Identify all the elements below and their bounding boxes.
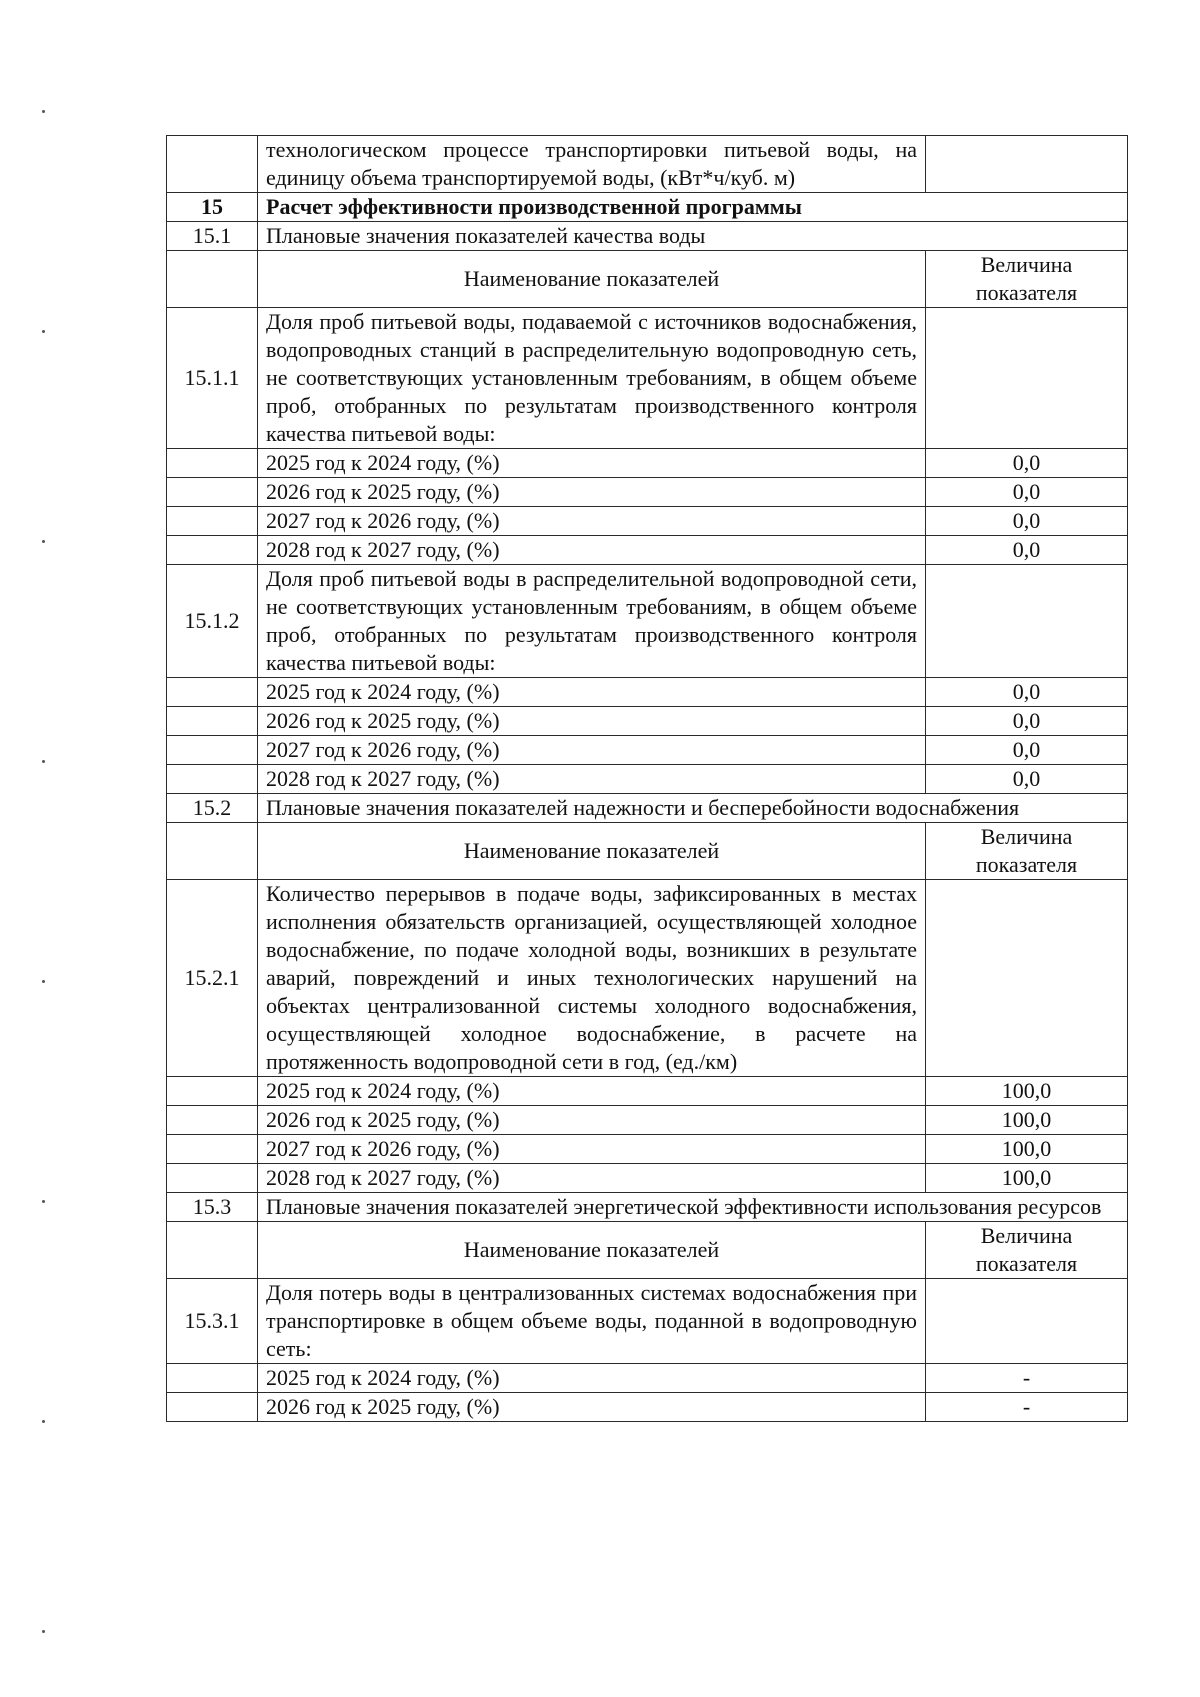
indicator-row-15-1-2 xyxy=(167,565,1128,678)
header-indicator-value: Величина показателя xyxy=(926,1222,1128,1279)
year-value: 100,0 xyxy=(926,1164,1128,1193)
indicator-description: Количество перерывов в подаче воды, зафиксированных в местах исполнения обязательств организацией, осуществляющей холодное водоснабжение, по подаче холодной воды, возникших в результате аварий, повреждений и иных технологических нарушений на объектах централизованной системы холодного водоснабжения, осуществляющей холодное водоснабжение, в расчете на протяженность водопроводной сети в год, (ед./км) xyxy=(258,880,926,1077)
row-number-cell xyxy=(167,136,258,193)
year-value: - xyxy=(926,1393,1128,1422)
indicator-number: 15.3.1 xyxy=(167,1279,258,1364)
year-value: 0,0 xyxy=(926,478,1128,507)
indicator-row-15-2-1 xyxy=(167,880,1128,1077)
year-label: 2027 год к 2026 году, (%) xyxy=(258,1135,926,1164)
year-row xyxy=(167,678,1128,707)
indicator-number: 15.1.1 xyxy=(167,308,258,449)
margin-mark xyxy=(42,1200,45,1203)
year-value: 0,0 xyxy=(926,449,1128,478)
margin-mark xyxy=(42,980,45,983)
indicator-value-cell xyxy=(926,1279,1128,1364)
year-value: 0,0 xyxy=(926,507,1128,536)
year-number-cell xyxy=(167,1135,258,1164)
year-row xyxy=(167,1135,1128,1164)
year-number-cell xyxy=(167,707,258,736)
margin-mark xyxy=(42,110,45,113)
margin-mark xyxy=(42,1420,45,1423)
year-number-cell xyxy=(167,1164,258,1193)
indicator-number: 15.1.2 xyxy=(167,565,258,678)
year-value: 0,0 xyxy=(926,765,1128,794)
year-row xyxy=(167,1106,1128,1135)
subsection-title: Плановые значения показателей энергетической эффективности использования ресурсов xyxy=(258,1193,1128,1222)
margin-mark xyxy=(42,330,45,333)
year-row xyxy=(167,449,1128,478)
year-row xyxy=(167,1364,1128,1393)
year-number-cell xyxy=(167,1393,258,1422)
year-value: 0,0 xyxy=(926,736,1128,765)
year-label: 2028 год к 2027 году, (%) xyxy=(258,765,926,794)
indicator-row-15-1-1 xyxy=(167,308,1128,449)
year-row xyxy=(167,478,1128,507)
year-value: 100,0 xyxy=(926,1106,1128,1135)
year-value: 0,0 xyxy=(926,707,1128,736)
column-header-row xyxy=(167,1222,1128,1279)
year-row xyxy=(167,1077,1128,1106)
year-number-cell xyxy=(167,449,258,478)
year-label: 2027 год к 2026 году, (%) xyxy=(258,736,926,765)
indicator-value-cell xyxy=(926,308,1128,449)
header-indicator-value: Величина показателя xyxy=(926,251,1128,308)
header-indicator-name: Наименование показателей xyxy=(258,251,926,308)
year-row xyxy=(167,707,1128,736)
year-number-cell xyxy=(167,1077,258,1106)
year-number-cell xyxy=(167,1364,258,1393)
indicator-description: Доля проб питьевой воды, подаваемой с источников водоснабжения, водопроводных станций в распределительную водопроводную сеть, не соответствующих установленным требованиям, в общем объеме проб, отобранных по результатам производственного контроля качества питьевой воды: xyxy=(258,308,926,449)
table-row xyxy=(167,136,1128,193)
section-number: 15 xyxy=(167,193,258,222)
year-row xyxy=(167,507,1128,536)
subsection-row-15-3 xyxy=(167,1193,1128,1222)
column-header-row xyxy=(167,823,1128,880)
section-title: Расчет эффективности производственной программы xyxy=(258,193,1128,222)
year-row xyxy=(167,536,1128,565)
subsection-row-15-2 xyxy=(167,794,1128,823)
indicator-description: Доля потерь воды в централизованных системах водоснабжения при транспортировке в общем объеме воды, поданной в водопроводную сеть: xyxy=(258,1279,926,1364)
subsection-row-15-1 xyxy=(167,222,1128,251)
year-label: 2028 год к 2027 году, (%) xyxy=(258,1164,926,1193)
year-row xyxy=(167,1164,1128,1193)
margin-mark xyxy=(42,540,45,543)
year-label: 2026 год к 2025 году, (%) xyxy=(258,1106,926,1135)
year-value: - xyxy=(926,1364,1128,1393)
indicators-table xyxy=(166,135,1128,1422)
year-label: 2026 год к 2025 году, (%) xyxy=(258,478,926,507)
year-number-cell xyxy=(167,536,258,565)
margin-mark xyxy=(42,760,45,763)
year-label: 2025 год к 2024 году, (%) xyxy=(258,678,926,707)
year-label: 2025 год к 2024 году, (%) xyxy=(258,449,926,478)
year-number-cell xyxy=(167,765,258,794)
subsection-number: 15.2 xyxy=(167,794,258,823)
year-row xyxy=(167,1393,1128,1422)
year-value: 0,0 xyxy=(926,678,1128,707)
subsection-number: 15.1 xyxy=(167,222,258,251)
year-label: 2027 год к 2026 году, (%) xyxy=(258,507,926,536)
year-label: 2025 год к 2024 году, (%) xyxy=(258,1364,926,1393)
year-value: 100,0 xyxy=(926,1077,1128,1106)
year-number-cell xyxy=(167,736,258,765)
year-number-cell xyxy=(167,478,258,507)
indicator-number: 15.2.1 xyxy=(167,880,258,1077)
year-value: 100,0 xyxy=(926,1135,1128,1164)
year-number-cell xyxy=(167,507,258,536)
indicator-value-cell xyxy=(926,565,1128,678)
row-value-cell xyxy=(926,136,1128,193)
year-label: 2025 год к 2024 году, (%) xyxy=(258,1077,926,1106)
margin-mark xyxy=(42,1630,45,1633)
header-blank-cell xyxy=(167,823,258,880)
subsection-title: Плановые значения показателей качества воды xyxy=(258,222,1128,251)
header-indicator-value: Величина показателя xyxy=(926,823,1128,880)
year-value: 0,0 xyxy=(926,536,1128,565)
row-text-cell: технологическом процессе транспортировки питьевой воды, на единицу объема транспортируемой воды, (кВт*ч/куб. м) xyxy=(258,136,926,193)
year-label: 2028 год к 2027 году, (%) xyxy=(258,536,926,565)
header-blank-cell xyxy=(167,1222,258,1279)
year-label: 2026 год к 2025 году, (%) xyxy=(258,1393,926,1422)
header-blank-cell xyxy=(167,251,258,308)
year-row xyxy=(167,736,1128,765)
section-row-15 xyxy=(167,193,1128,222)
column-header-row xyxy=(167,251,1128,308)
indicator-value-cell xyxy=(926,880,1128,1077)
header-indicator-name: Наименование показателей xyxy=(258,823,926,880)
year-number-cell xyxy=(167,1106,258,1135)
indicator-description: Доля проб питьевой воды в распределительной водопроводной сети, не соответствующих установленным требованиям, в общем объеме проб, отобранных по результатам производственного контроля качества питьевой воды: xyxy=(258,565,926,678)
year-label: 2026 год к 2025 году, (%) xyxy=(258,707,926,736)
subsection-title: Плановые значения показателей надежности и бесперебойности водоснабжения xyxy=(258,794,1128,823)
indicator-row-15-3-1 xyxy=(167,1279,1128,1364)
year-row xyxy=(167,765,1128,794)
year-number-cell xyxy=(167,678,258,707)
subsection-number: 15.3 xyxy=(167,1193,258,1222)
header-indicator-name: Наименование показателей xyxy=(258,1222,926,1279)
